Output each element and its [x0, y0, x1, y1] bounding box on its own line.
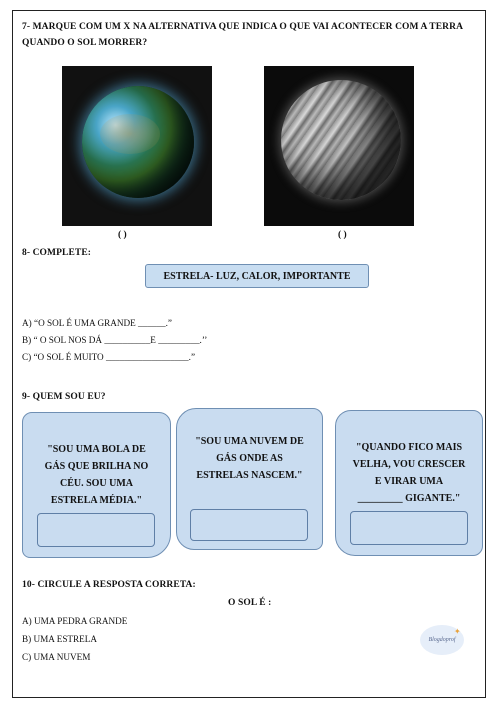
q8-item-b[interactable]: B) “ O SOL NOS DÁ __________E _________.’’ — [22, 335, 208, 345]
q10-option-c[interactable]: C) UMA NUVEM — [22, 652, 91, 662]
q10-title: 10- CIRCULE A RESPOSTA CORRETA: — [22, 580, 196, 590]
q8-item-c[interactable]: C) “O SOL É MUITO __________________.” — [22, 352, 196, 362]
q9-title: 9- QUEM SOU EU? — [22, 392, 106, 402]
q10-subtitle: O SOL É : — [228, 598, 272, 608]
q8-item-a[interactable]: A) “O SOL É UMA GRANDE ______.” — [22, 318, 172, 328]
q9-card-2-text: "SOU UMA NUVEM DE GÁS ONDE AS ESTRELAS NASCEM." — [195, 436, 304, 481]
q9-card-1 — [22, 412, 171, 558]
q7-title-line1: 7- MARQUE COM UM X NA ALTERNATIVA QUE INDICA O QUE VAI ACONTECER COM A TERRA — [22, 22, 464, 32]
star-icon: ✦ — [454, 627, 461, 636]
gray-planet-image — [264, 66, 414, 226]
brand-logo-text: Blogdoprof — [428, 637, 456, 643]
q7-option-a-checkbox[interactable]: ( ) — [118, 230, 127, 240]
earth-image — [62, 66, 212, 226]
q9-card-3-text: "QUANDO FICO MAIS VELHA, VOU CRESCER E VIRAR UMA _________ GIGANTE." — [352, 442, 466, 504]
q7-option-b-checkbox[interactable]: ( ) — [338, 230, 347, 240]
q10-option-b[interactable]: B) UMA ESTRELA — [22, 634, 98, 644]
q8-title: 8- COMPLETE: — [22, 248, 92, 258]
q10-option-a[interactable]: A) UMA PEDRA GRANDE — [22, 616, 128, 626]
q9-card-3-answer-box[interactable] — [350, 511, 468, 545]
q8-word-bank: ESTRELA- LUZ, CALOR, IMPORTANTE — [145, 264, 369, 288]
q9-card-3 — [335, 410, 483, 556]
q9-card-1-answer-box[interactable] — [37, 513, 155, 547]
q9-card-2 — [176, 408, 323, 550]
q9-card-2-answer-box[interactable] — [190, 509, 308, 541]
q9-card-1-text: "SOU UMA BOLA DE GÁS QUE BRILHA NO CÉU. SOU UMA ESTRELA MÉDIA." — [44, 444, 149, 506]
q7-title-line2: QUANDO O SOL MORRER? — [22, 38, 148, 48]
